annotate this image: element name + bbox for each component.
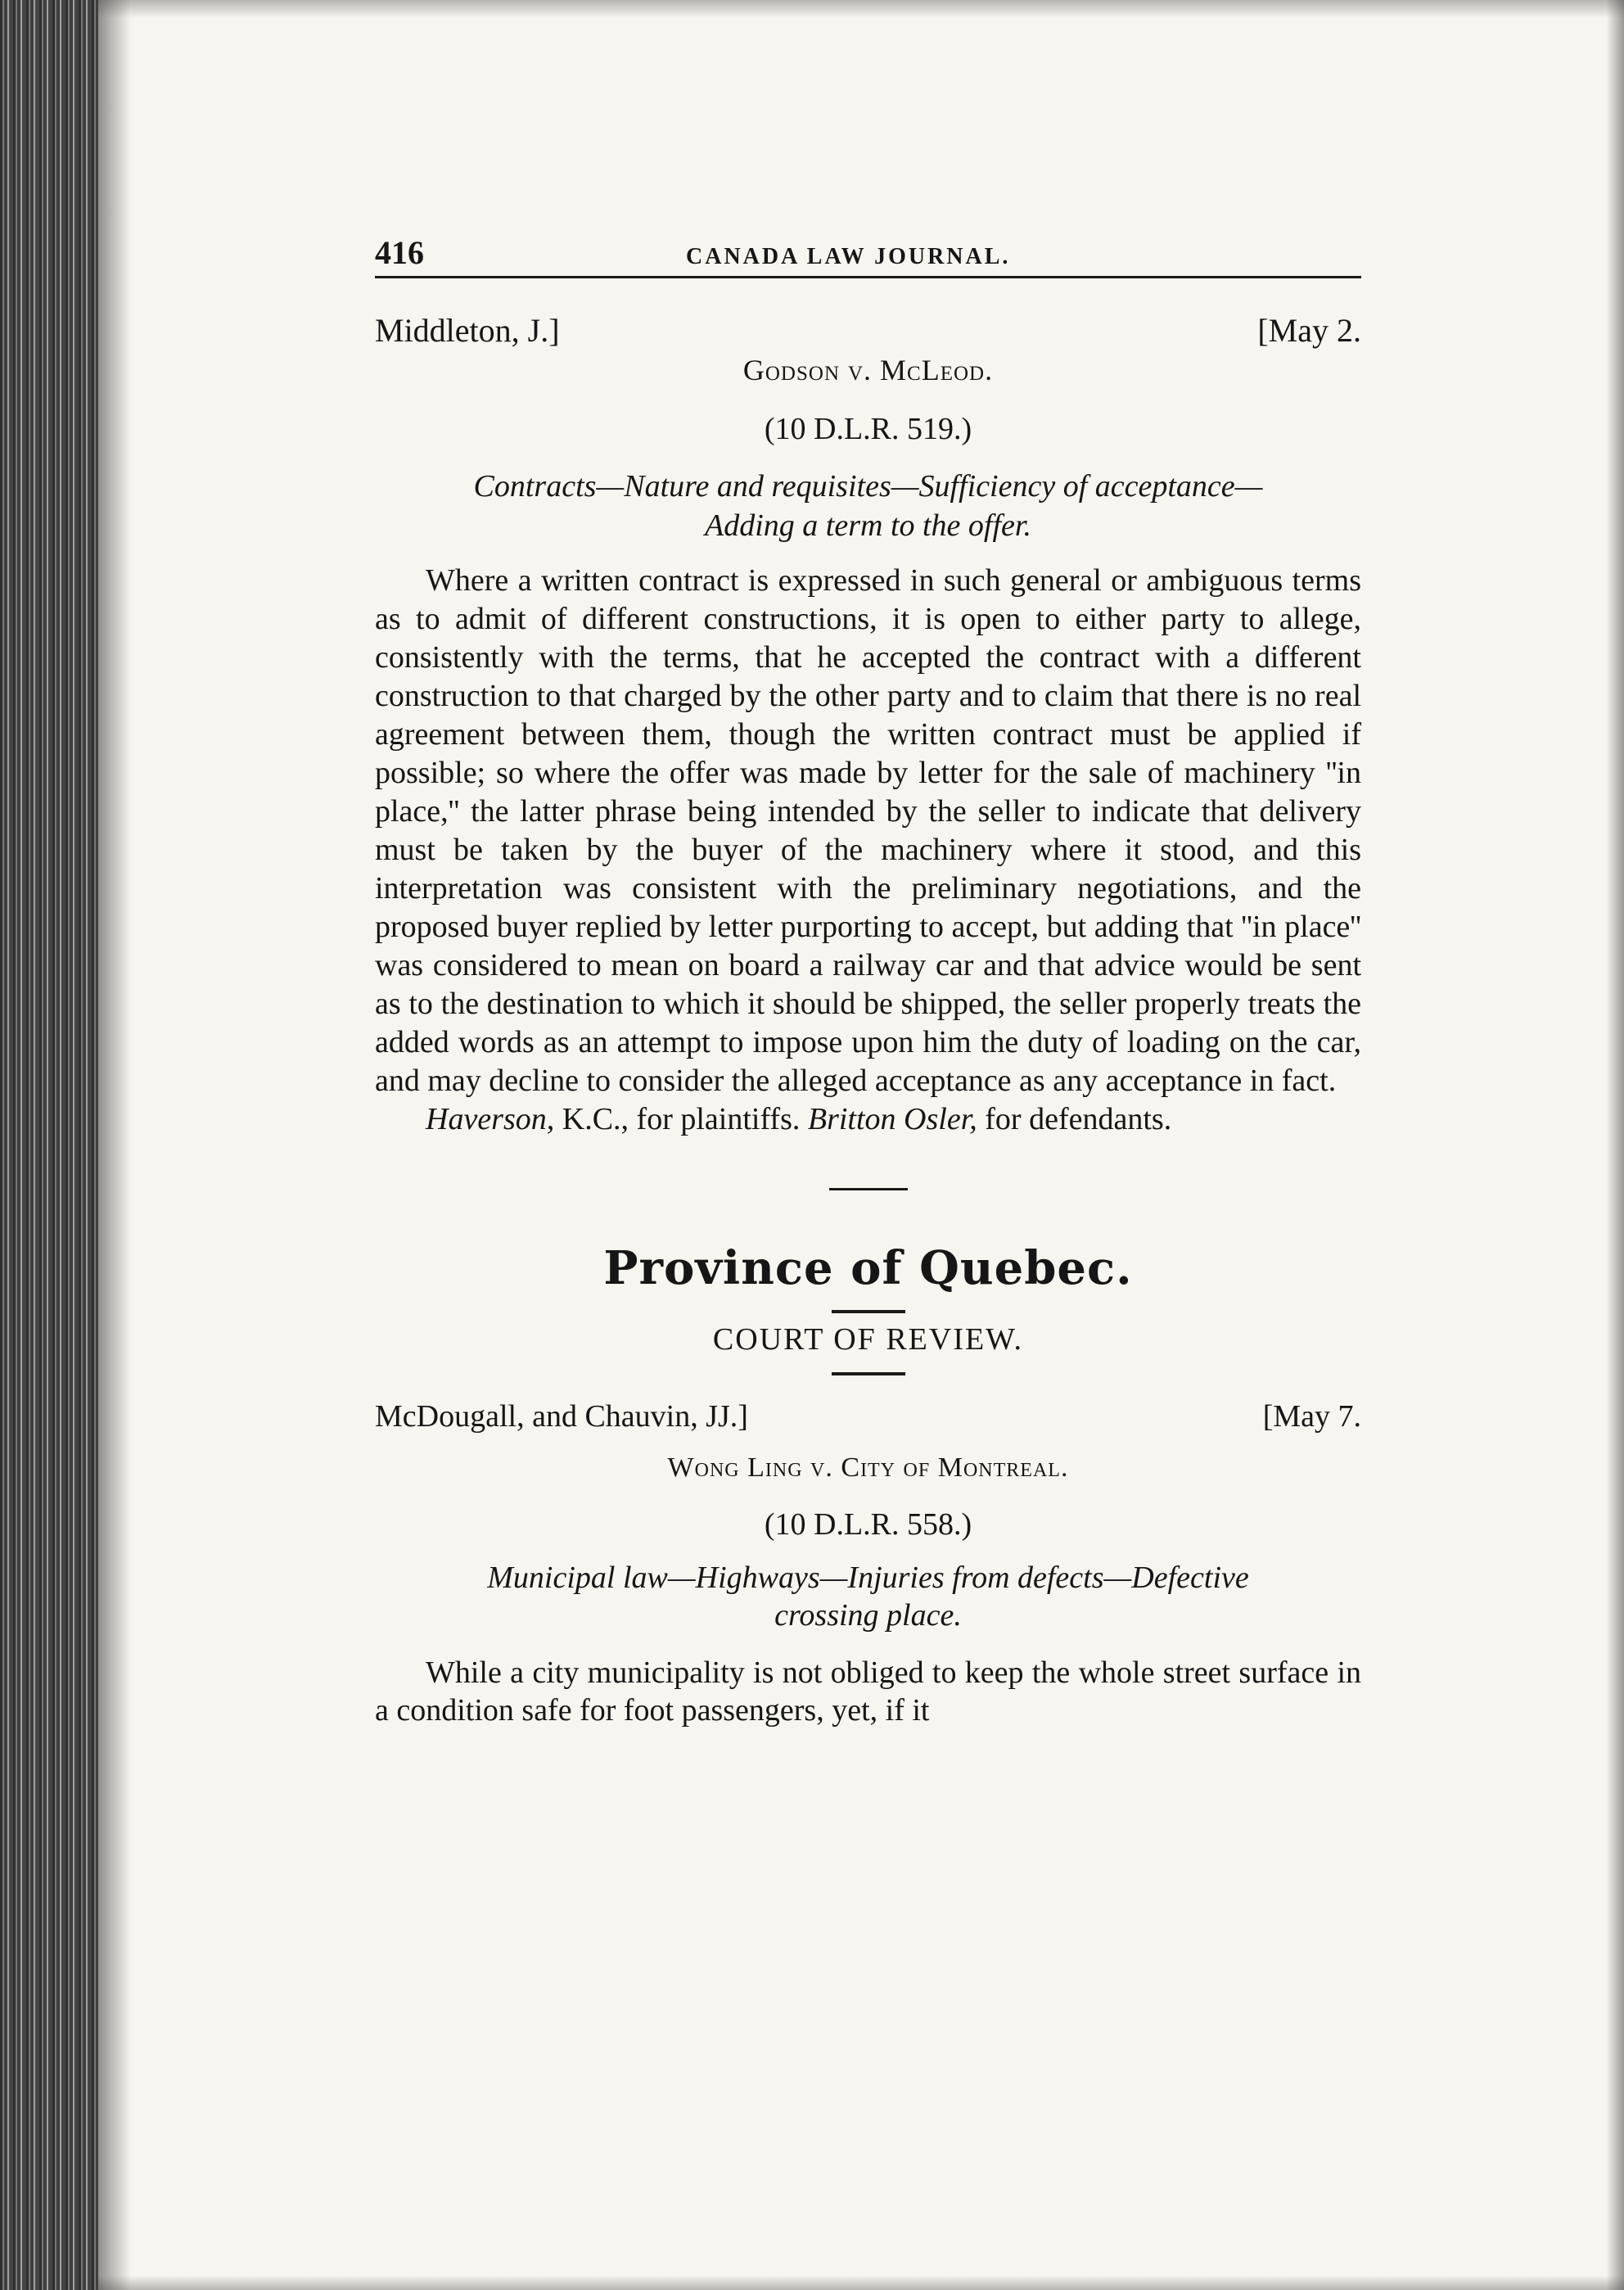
court-rule [832, 1372, 905, 1375]
counsel-plaintiff-rest: K.C., for plaintiffs. [554, 1102, 808, 1136]
case2-headnote [375, 1559, 1361, 1634]
scan-left-edge [0, 0, 98, 2290]
case2-judge: McDougall, and Chauvin, JJ.] [375, 1399, 748, 1434]
case1-body-paragraph: Where a written contract is expressed in such general or ambiguous terms as to admit of different constructions, it is open to either party to allege, consistently with the terms, that he accepted the contract with a different construction to that charged by the other party and to claim that there is no real agreement between them, though the written contract must be applied if possible; so where the offer was made by letter for the sale of machinery ''in place,'' the latter phrase being intended by the seller to indicate that delivery must be taken by the buyer of the machinery where it stood, and this interpretation was consistent with the preliminary negotiations, and the proposed buyer replied by letter purporting to accept, but adding that ''in place'' was considered to mean on board a railway car and that advice would be sent as to the destination to which it should be shipped, the seller properly treats the added words as an attempt to impose upon him the duty of loading on the car, and may decline to consider the alleged acceptance as any acceptance in fact. [375, 563, 1361, 1098]
case2-body [375, 1654, 1361, 1729]
journal-title: CANADA LAW JOURNAL. [686, 244, 1011, 269]
scan-bottom-edge [98, 2275, 1624, 2290]
case1-headnote-line-2: Adding a term to the offer. [705, 508, 1031, 543]
case2-date: [May 7. [1262, 1399, 1361, 1434]
case1-headnote [375, 467, 1361, 545]
scan-top-edge [98, 0, 1624, 18]
case1-headnote-line-1: Contracts—Nature and requisites—Sufficiency of acceptance— [473, 469, 1263, 504]
scan-right-edge [1606, 0, 1624, 2290]
province-heading: Province of Quebec. [603, 1241, 1133, 1295]
case1-judge: Middleton, J.] [375, 312, 560, 349]
case1-counsel [375, 1100, 1361, 1139]
case2-citation: (10 D.L.R. 558.) [764, 1507, 972, 1542]
case1-date: [May 2. [1257, 312, 1361, 349]
counsel-defendant-rest: for defendants. [977, 1102, 1172, 1136]
counsel-defendant-name: Britton Osler, [807, 1102, 977, 1136]
section-divider [829, 1188, 908, 1190]
case2-title: Wong Ling v. City of Montreal. [667, 1452, 1069, 1483]
page-number: 416 [375, 234, 424, 271]
case2-headnote-line-2: crossing place. [774, 1598, 962, 1633]
case1-judge-line [375, 311, 1361, 350]
court-heading: COURT OF REVIEW. [712, 1322, 1024, 1357]
case2-body-paragraph: While a city municipality is not obliged to keep the whole street surface in a condition safe for foot passengers, yet, if it [375, 1655, 1361, 1728]
case1-title: Godson v. McLeod. [742, 354, 994, 386]
case2-judge-line [375, 1397, 1361, 1436]
counsel-plaintiff-name: Haverson, [426, 1102, 555, 1136]
case2-headnote-line-1: Municipal law—Highways—Injuries from defects—Defective [487, 1561, 1249, 1595]
journal-page [375, 233, 1361, 1729]
running-head [375, 233, 1361, 278]
case1-citation: (10 D.L.R. 519.) [764, 412, 972, 446]
province-rule [832, 1310, 905, 1313]
case1-body [375, 562, 1361, 1139]
